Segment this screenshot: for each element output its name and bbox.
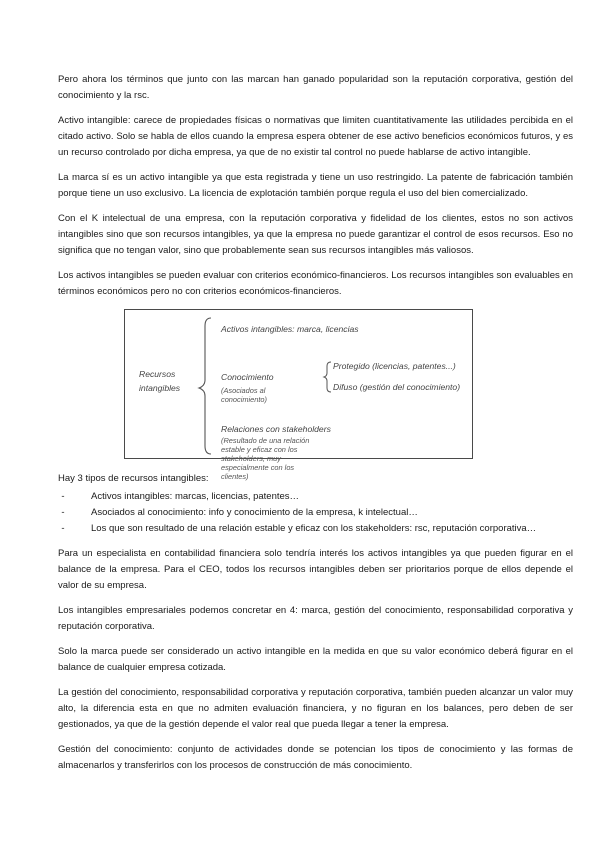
document-page <box>58 72 573 783</box>
dash-bullet: - <box>61 507 65 518</box>
paragraph: Para un especialista en contabilidad financiera solo tendría interés los activos intangibles ya que pueden figurar en el balance de la empresa. Para el CEO, todos los recursos intangibles deben ser prioritarios porque de ellos depende el valor de su empresa. <box>58 548 573 591</box>
diagram-activos-label: Activos intangibles: marca, licencias <box>221 324 359 334</box>
paragraph: Solo la marca puede ser considerado un activo intangible en la medida en que su valor económico deberá figurar en el balance de cualquier empresa cotizada. <box>58 646 573 673</box>
list-item <box>58 489 573 505</box>
list-item-text: Asociados al conocimiento: info y conocimiento de la empresa, k intelectual… <box>91 507 418 518</box>
diagram-relaciones-note: (Resultado de una relación estable y eficaz con los stakeholders, muy especialmente con los clientes) <box>221 436 310 481</box>
list-title: Hay 3 tipos de recursos intangibles: <box>58 473 209 484</box>
list-item-text: Activos intangibles: marcas, licencias, patentes… <box>91 491 300 502</box>
paragraph: Pero ahora los términos que junto con las marcan han ganado popularidad son la reputación corporativa, gestión del conocimiento y la rsc. <box>58 74 573 101</box>
diagram-relaciones-label: Relaciones con stakeholders <box>221 424 331 434</box>
diagram-protegido-label: Protegido (licencias, patentes...) <box>333 361 456 371</box>
paragraph: La marca sí es un activo intangible ya que esta registrada y tiene un uso restringido. La patente de fabricación también porque tiene un uso exclusivo. La licencia de explotación también porque regula el uso del bien comercializado. <box>58 172 573 199</box>
sub-brace <box>324 362 331 392</box>
paragraph: Gestión del conocimiento: conjunto de actividades donde se potencian los tipos de conocimiento y las formas de almacenarlos y transferirlos con los procesos de construcción de más conocimiento. <box>58 744 573 771</box>
list-item-text: Los que son resultado de una relación estable y eficaz con los stakeholders: rsc, reputación corporativa… <box>91 523 537 534</box>
intangible-types-list <box>58 489 573 537</box>
intangible-resources-diagram <box>124 309 473 481</box>
list-item <box>58 505 573 521</box>
paragraph: Activo intangible: carece de propiedades físicas o normativas que limiten cuantitativamente las utilidades percibida en el citado activo. Solo se habla de ellos cuando la empresa espera obtener de ese activo beneficios económicos futuros, y es un recurso controlado por dicha empresa, ya que de no existir tal control no puede hablarse de activo intangible. <box>58 115 573 158</box>
paragraph: La gestión del conocimiento, responsabilidad corporativa y reputación corporativa, también pueden alcanzar un valor muy alto, la diferencia esta en que no admiten evaluación financiera, y no figuran en los balances, pero deben de ser gestionados, ya que de la gestión depende el valor real que pueda llegar a tener la empresa. <box>58 687 573 730</box>
diagram-conocimiento-label: Conocimiento <box>221 372 274 382</box>
dash-bullet: - <box>61 523 65 534</box>
paragraph: Los intangibles empresariales podemos concretar en 4: marca, gestión del conocimiento, responsabilidad corporativa y reputación corporativa. <box>58 605 573 632</box>
main-brace <box>199 318 211 454</box>
diagram-difuso-label: Difuso (gestión del conocimiento) <box>333 382 461 392</box>
diagram-conocimiento-note: (Asociados al conocimiento) <box>221 386 268 404</box>
paragraph: Los activos intangibles se pueden evaluar con criterios económico-financieros. Los recursos intangibles son evaluables en términos económicos pero no con criterios económicos-financieros. <box>58 270 573 297</box>
paragraph: Con el K intelectual de una empresa, con la reputación corporativa y fidelidad de los clientes, estos no son activos intangibles sino que son recursos intangibles, ya que la empresa no puede garantizar el control de esos recursos. Eso no significa que no tengan valor, sino que probablemente sean sus recursos intangibles más valiosos. <box>58 213 573 256</box>
dash-bullet: - <box>61 491 65 502</box>
diagram-root-label: Recursos intangibles <box>139 369 181 393</box>
list-item <box>58 521 573 537</box>
